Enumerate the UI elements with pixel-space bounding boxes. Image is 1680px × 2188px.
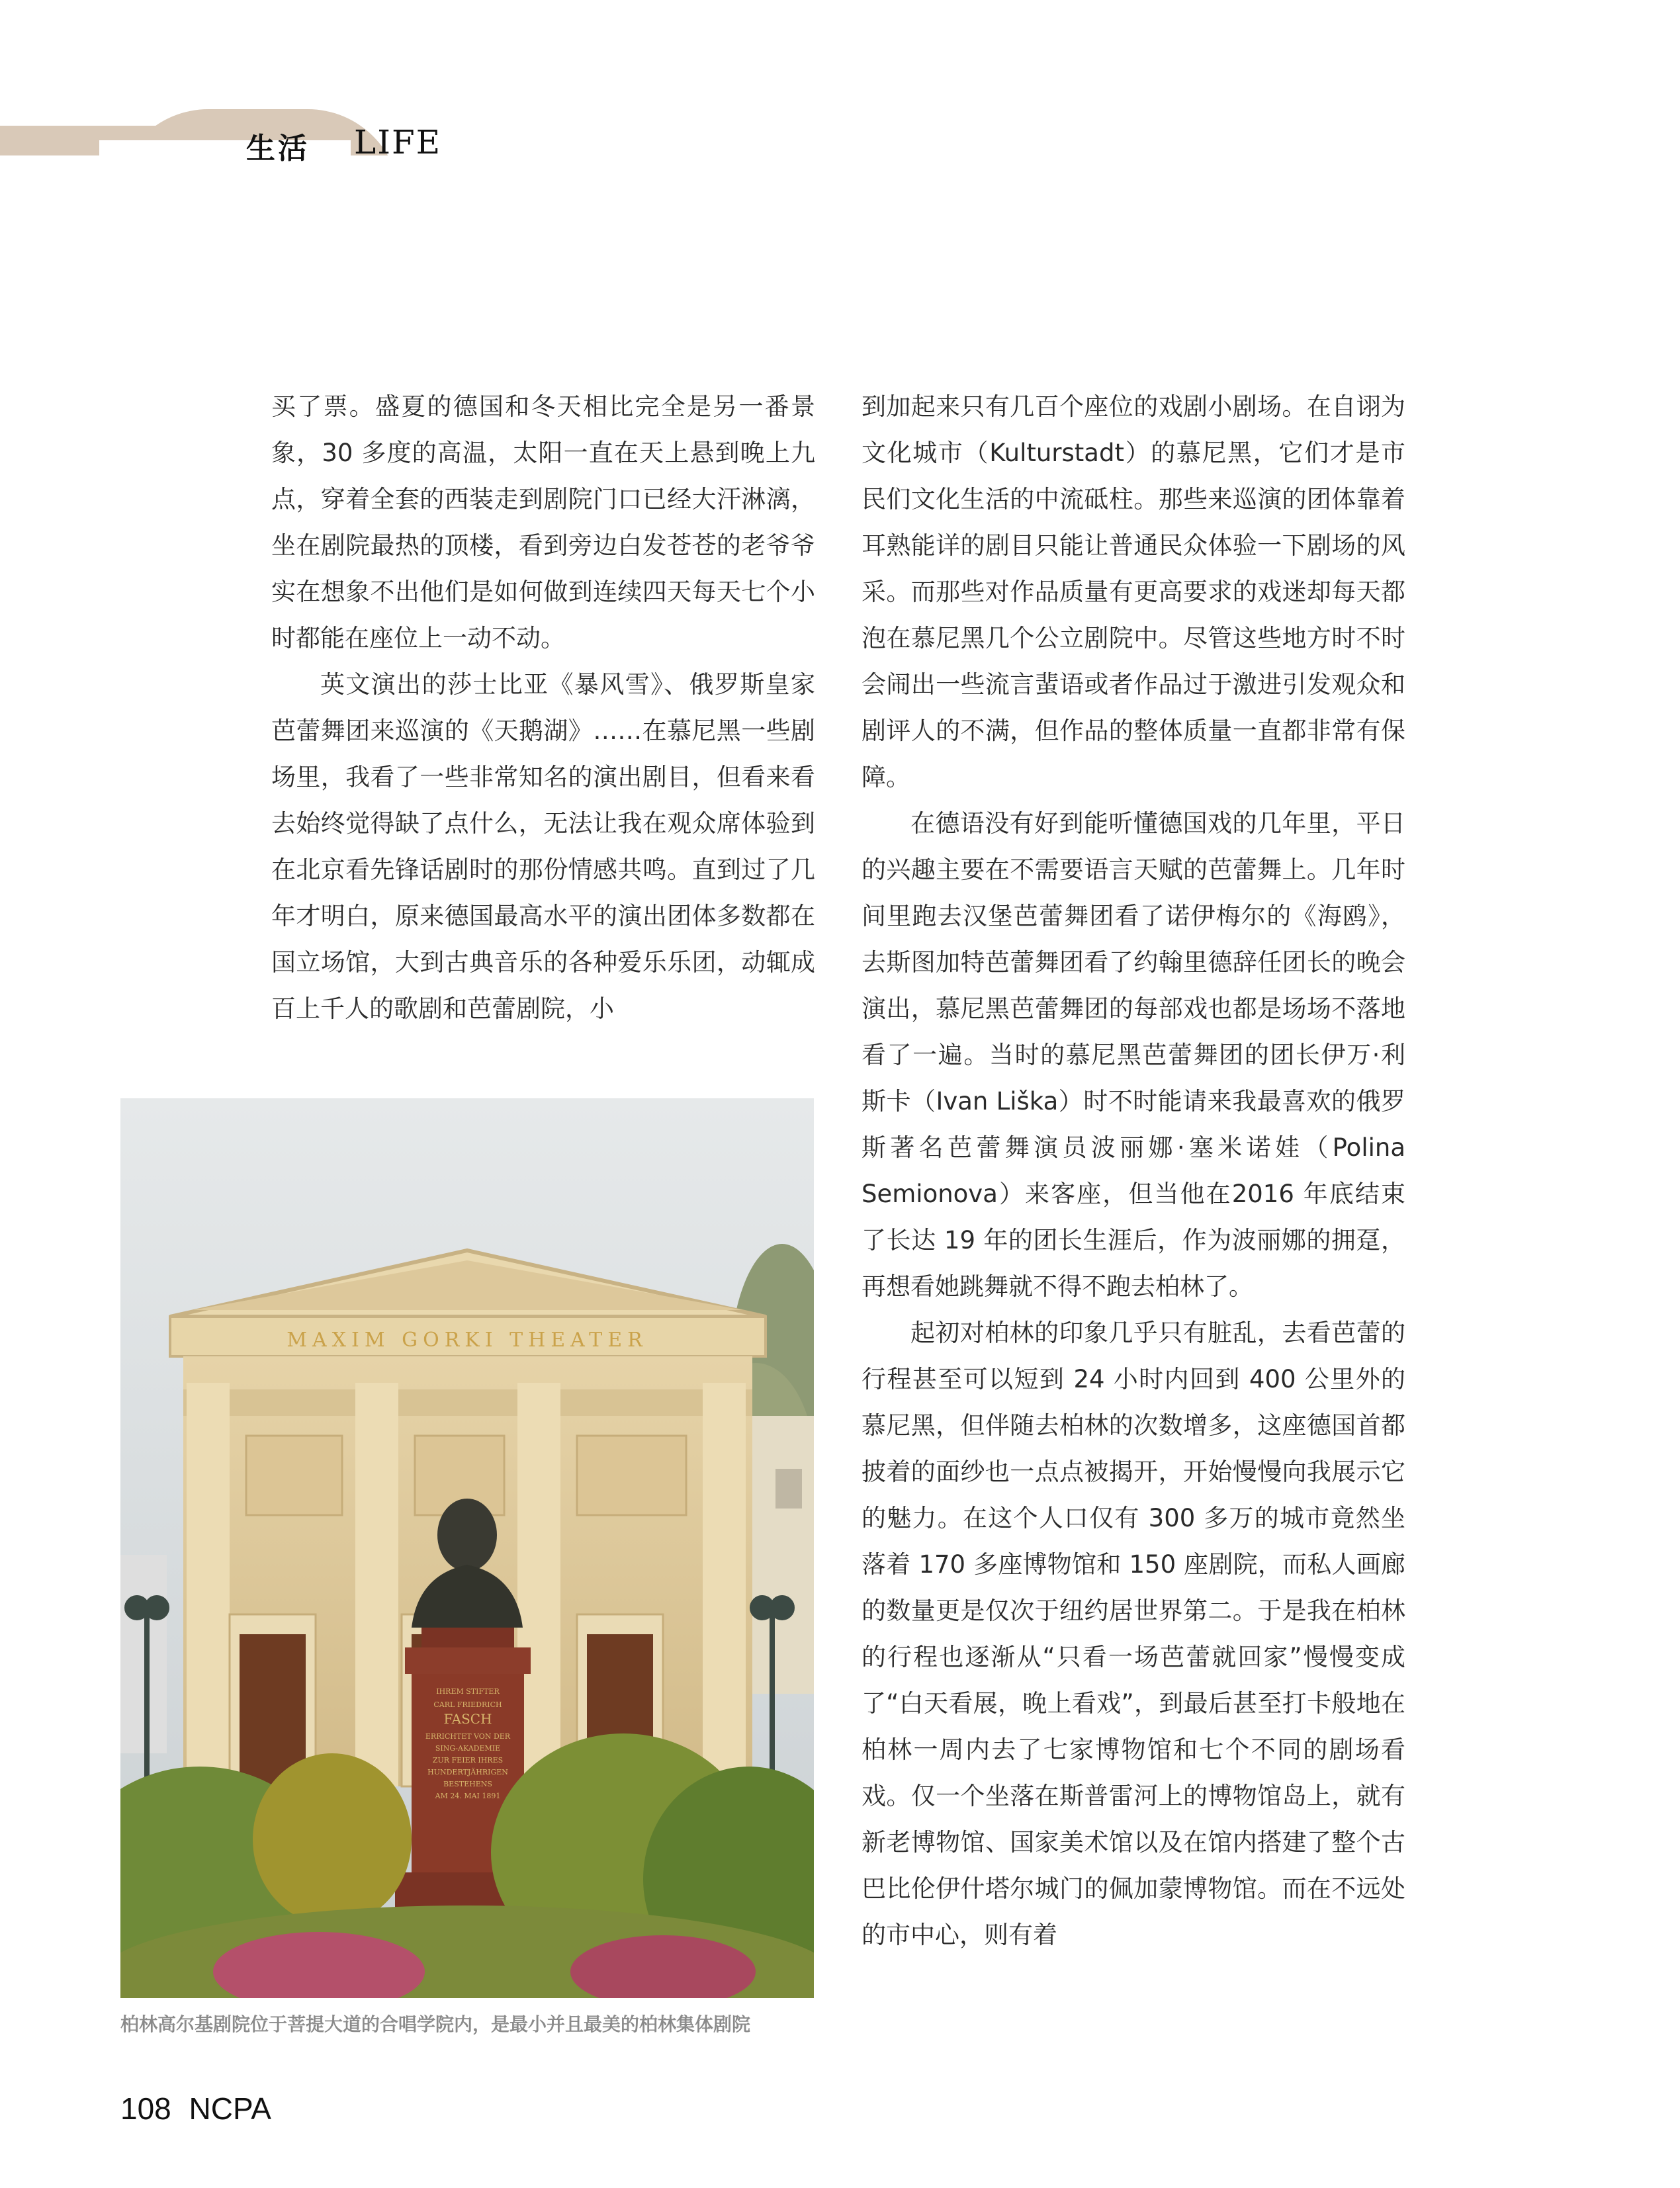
- theater-photo: [120, 1098, 814, 1998]
- svg-text:ZUR FEIER IHRES: ZUR FEIER IHRES: [432, 1756, 504, 1765]
- svg-text:HUNDERTJÄHRIGEN: HUNDERTJÄHRIGEN: [427, 1768, 508, 1776]
- left-text-column: [271, 384, 815, 1032]
- paragraph: 在德语没有好到能听懂德国戏的几年里，平日的兴趣主要在不需要语言天赋的芭蕾舞上。几年时间里跑去汉堡芭蕾舞团看了诺伊梅尔的《海鸥》，去斯图加特芭蕾舞团看了约翰里德辞任团长的晚会演出，慕尼黑芭蕾舞团的每部戏也都是场场不落地看了一遍。当时的慕尼黑芭蕾舞团的团长伊万·利斯卡（Ivan Liška）时不时能请来我最喜欢的俄罗斯著名芭蕾舞演员波丽娜·塞米诺娃（Polina Semionova）来客座，但当他在2016 年底结束了长达 19 年的团长生涯后，作为波丽娜的拥趸，再想看她跳舞就不得不跑去柏林了。: [862, 809, 1405, 1301]
- section-title-cn: 生活: [246, 132, 310, 165]
- svg-text:AM 24. MAI 1891: AM 24. MAI 1891: [435, 1792, 501, 1800]
- right-text-column: [862, 384, 1405, 1958]
- magazine-name: NCPA: [189, 2091, 271, 2126]
- paragraph: 到加起来只有几百个座位的戏剧小剧场。在自诩为文化城市（Kulturstadt）的慕尼黑，它们才是市民们文化生活的中流砥柱。那些来巡演的团体靠着耳熟能详的剧目只能让普通民众体验一下剧场的风采。而那些对作品质量有更高要求的戏迷却每天都泡在慕尼黑几个公立剧院中。尽管这些地方时不时会闹出一些流言蜚语或者作品过于激进引发观众和剧评人的不满，但作品的整体质量一直都非常有保障。: [862, 392, 1405, 791]
- facade-lettering: MAXIM GORKI THEATER: [287, 1329, 648, 1352]
- svg-text:FASCH: FASCH: [443, 1711, 492, 1727]
- svg-text:CARL FRIEDRICH: CARL FRIEDRICH: [433, 1700, 502, 1709]
- photo-caption: 柏林高尔基剧院位于菩提大道的合唱学院内，是最小并且最美的柏林集体剧院: [120, 2013, 751, 2035]
- paragraph: 起初对柏林的印象几乎只有脏乱，去看芭蕾的行程甚至可以短到 24 小时内回到 400 公里外的慕尼黑，但伴随去柏林的次数增多，这座德国首都披着的面纱也一点点被揭开，开始慢慢向我展示它的魅力。在这个人口仅有 300 多万的城市竟然坐落着 170 多座博物馆和 150 座剧院，而私人画廊的数量更是仅次于纽约居世界第二。于是我在柏林的行程也逐渐从“只看一场芭蕾就回家”慢慢变成了“白天看展，晚上看戏”，到最后甚至打卡般地在柏林一周内去了七家博物馆和七个不同的剧场看戏。仅一个坐落在斯普雷河上的博物馆岛上，就有新老博物馆、国家美术馆以及在馆内搭建了整个古巴比伦伊什塔尔城门的佩加蒙博物馆。而在不远处的市中心，则有着: [862, 1319, 1405, 1949]
- svg-text:ERRICHTET VON DER: ERRICHTET VON DER: [425, 1732, 511, 1741]
- page-folio: [120, 2091, 271, 2126]
- section-title-en: LIFE: [354, 123, 442, 161]
- header-arc-mask: [99, 140, 351, 167]
- svg-text:BESTEHENS: BESTEHENS: [443, 1780, 492, 1788]
- svg-text:IHREM STIFTER: IHREM STIFTER: [436, 1687, 500, 1696]
- svg-text:SING-AKADEMIE: SING-AKADEMIE: [435, 1744, 501, 1753]
- page-number: 108: [120, 2091, 171, 2126]
- paragraph: 买了票。盛夏的德国和冬天相比完全是另一番景象，30 多度的高温，太阳一直在天上悬到晚上九点，穿着全套的西装走到剧院门口已经大汗淋漓，坐在剧院最热的顶楼，看到旁边白发苍苍的老爷爷实在想象不出他们是如何做到连续四天每天七个小时都能在座位上一动不动。: [271, 392, 815, 652]
- paragraph: 英文演出的莎士比亚《暴风雪》、俄罗斯皇家芭蕾舞团来巡演的《天鹅湖》……在慕尼黑一些剧场里，我看了一些非常知名的演出剧目，但看来看去始终觉得缺了点什么，无法让我在观众席体验到在北京看先锋话剧时的那份情感共鸣。直到过了几年才明白，原来德国最高水平的演出团体多数都在国立场馆，大到古典音乐的各种爱乐乐团，动辄成百上千人的歌剧和芭蕾剧院，小: [271, 670, 815, 1023]
